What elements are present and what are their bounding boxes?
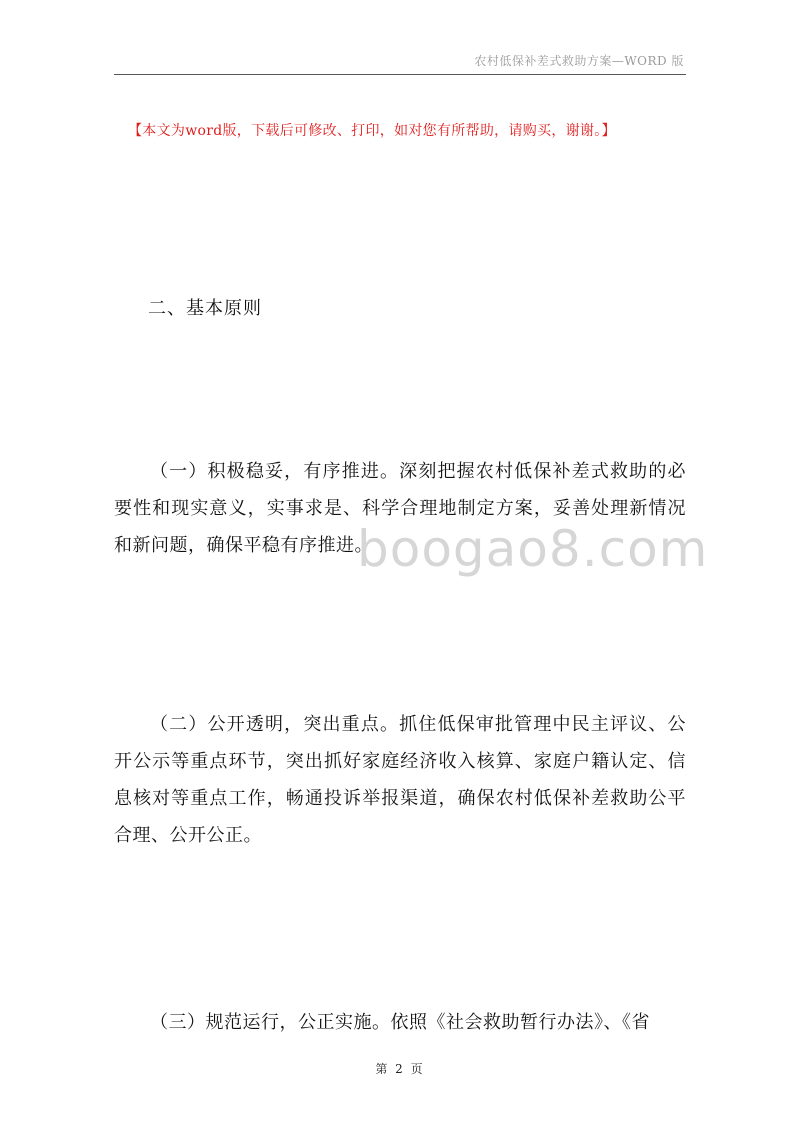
page-number: 第 2 页 (375, 1062, 425, 1076)
watermark-text: bo​ogao8.com (357, 520, 709, 578)
paragraph-principle-3: （三）规范运行，公正实施。依照《社会救助暂行办法》、《省 (150, 1012, 650, 1033)
section-heading: 二、基本原则 (148, 298, 262, 319)
paragraph-principle-1: （一）积极稳妥，有序推进。深刻把握农村低保补差式救助的必要性和现实意义，实事求是、科学合理地制定方案，妥善处理新情况和新问题，确保平稳有序推进。 (114, 461, 686, 556)
purchase-notice: 【本文为word版，下载后可修改、打印，如对您有所帮助，请购买，谢谢。】 (128, 123, 616, 139)
header-divider (114, 74, 686, 75)
paragraph-principle-2: （二）公开透明，突出重点。抓住低保审批管理中民主评议、公开公示等重点环节，突出抓好家庭经济收入核算、家庭户籍认定、信息核对等重点工作，畅通投诉举报渠道，确保农村低保补差救助公平合理、公开公正。 (114, 714, 686, 846)
document-header-title: 农村低保补差式救助方案—WORD 版 (474, 54, 684, 68)
